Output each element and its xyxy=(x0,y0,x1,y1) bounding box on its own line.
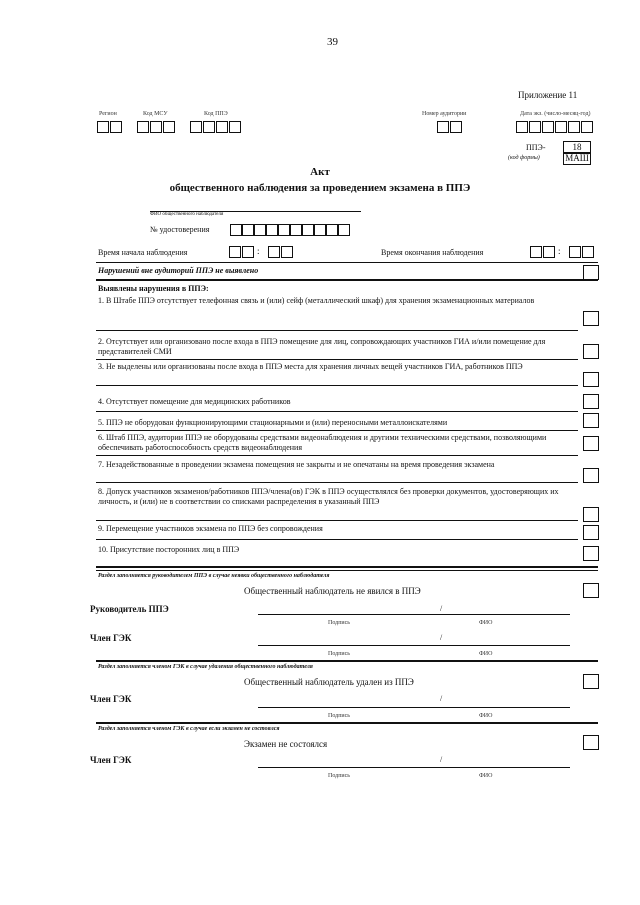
exam-date-caption: Дата экз. (число-месяц-год) xyxy=(520,111,591,117)
section-a-role2: Член ГЭК xyxy=(90,633,132,643)
violation-checkbox[interactable] xyxy=(583,311,599,326)
violation-checkbox[interactable] xyxy=(583,413,599,428)
divider xyxy=(96,262,598,263)
section-a-note: Раздел заполняется руководителем ППЭ в случае неявки общественного наблюдателя xyxy=(98,573,330,579)
divider xyxy=(96,330,578,331)
section-b-role: Член ГЭК xyxy=(90,694,132,704)
time-start-box[interactable] xyxy=(268,246,280,258)
time-start-colon: : xyxy=(257,246,260,256)
signature-line[interactable] xyxy=(258,767,570,768)
ppe-code-digit-box[interactable] xyxy=(203,121,215,133)
violation-item: 7. Незадействованные в проведении экзамена помещения не закрыты и не опечатаны на время проведения экзамена xyxy=(98,460,495,469)
divider xyxy=(96,455,578,456)
auditorium-digit-box[interactable] xyxy=(450,121,462,133)
certificate-digit-box[interactable] xyxy=(338,224,350,236)
date-digit-box[interactable] xyxy=(516,121,528,133)
time-start-box[interactable] xyxy=(242,246,254,258)
certificate-digit-box[interactable] xyxy=(326,224,338,236)
act-subtitle: общественного наблюдения за проведением экзамена в ППЭ xyxy=(169,182,471,194)
ppe-code-caption: Код ППЭ xyxy=(204,111,228,117)
section-a-role1: Руководитель ППЭ xyxy=(90,604,169,614)
time-end-box[interactable] xyxy=(569,246,581,258)
auditorium-digit-box[interactable] xyxy=(437,121,449,133)
certificate-digit-box[interactable] xyxy=(302,224,314,236)
divider xyxy=(96,385,578,386)
signature-slash: / xyxy=(440,694,443,703)
mou-caption: Код МСУ xyxy=(143,111,168,117)
divider xyxy=(96,520,578,521)
violation-item: 4. Отсутствует помещение для медицинских работников xyxy=(98,397,291,406)
signature-caption: Подпись xyxy=(328,651,351,657)
section-c-statement: Экзамен не состоялся xyxy=(244,739,328,749)
violation-checkbox[interactable] xyxy=(583,344,599,359)
date-digit-box[interactable] xyxy=(529,121,541,133)
signature-line[interactable] xyxy=(258,614,570,615)
divider xyxy=(96,722,598,724)
violation-item: 1. В Штабе ППЭ отсутствует телефонная связь и (или) сейф (металлический шкаф) для хранения экзаменационных материалов xyxy=(98,296,535,305)
no-violations-label: Нарушений вне аудиторий ППЭ не выявлено xyxy=(98,266,259,275)
violations-title: Выявлены нарушения в ППЭ: xyxy=(98,284,209,293)
signature-slash: / xyxy=(440,604,443,613)
region-caption: Регион xyxy=(99,111,117,117)
fio-caption: ФИО xyxy=(479,713,493,719)
ppe-code-digit-box[interactable] xyxy=(229,121,241,133)
certificate-digit-box[interactable] xyxy=(242,224,254,236)
section-b-note: Раздел заполняется членом ГЭК в случае удаления общественного наблюдателя xyxy=(98,664,313,670)
auditorium-caption: Номер аудитории xyxy=(422,111,467,117)
section-a-checkbox[interactable] xyxy=(583,583,599,598)
violation-item: 8. Допуск участников экзаменов/работников ППЭ/члена(ов) ГЭК в ППЭ осуществлялся без проверки документов, удостоверяющих их личность, и (или) не в соответствии со списками распределения в указанный ППЭ xyxy=(98,487,559,506)
signature-caption: Подпись xyxy=(328,620,351,626)
certificate-digit-box[interactable] xyxy=(230,224,242,236)
signature-caption: Подпись xyxy=(328,713,351,719)
section-c-checkbox[interactable] xyxy=(583,735,599,750)
divider xyxy=(96,539,578,540)
violation-checkbox[interactable] xyxy=(583,436,599,451)
fio-caption: ФИО xyxy=(479,620,493,626)
certificate-digit-box[interactable] xyxy=(266,224,278,236)
divider xyxy=(96,570,598,571)
no-violations-checkbox[interactable] xyxy=(583,265,599,280)
violation-checkbox[interactable] xyxy=(583,525,599,540)
mou-digit-box[interactable] xyxy=(137,121,149,133)
section-b-statement: Общественный наблюдатель удален из ППЭ xyxy=(244,677,414,687)
date-digit-box[interactable] xyxy=(555,121,567,133)
date-digit-box[interactable] xyxy=(581,121,593,133)
certificate-digit-box[interactable] xyxy=(254,224,266,236)
divider xyxy=(96,359,578,360)
section-b-checkbox[interactable] xyxy=(583,674,599,689)
violation-item: 9. Перемещение участников экзамена по ППЭ без сопровождения xyxy=(98,524,323,533)
mou-digit-box[interactable] xyxy=(150,121,162,133)
time-end-box[interactable] xyxy=(543,246,555,258)
signature-caption: Подпись xyxy=(328,773,351,779)
time-start-label: Время начала наблюдения xyxy=(98,248,188,257)
ppe-form-label: ППЭ- xyxy=(526,143,546,152)
ppe-code-digit-box[interactable] xyxy=(216,121,228,133)
violation-item: 10. Присутствие посторонних лиц в ППЭ xyxy=(98,545,240,554)
section-a-statement: Общественный наблюдатель не явился в ППЭ xyxy=(244,586,421,596)
page-number: 39 xyxy=(327,36,338,48)
divider xyxy=(96,482,578,483)
violation-item: 2. Отсутствует или организовано после входа в ППЭ помещение для лиц, сопровождающих участников ГИА и/или помещение для представителей СМИ xyxy=(98,337,546,356)
region-digit-box[interactable] xyxy=(97,121,109,133)
divider xyxy=(96,279,598,281)
signature-slash: / xyxy=(440,633,443,642)
time-end-colon: : xyxy=(558,246,561,256)
violation-checkbox[interactable] xyxy=(583,394,599,409)
divider xyxy=(96,660,598,662)
violation-item: 3. Не выделены или организованы после входа в ППЭ места для хранения личных вещей участников ГИА, работников ППЭ xyxy=(98,362,523,371)
certificate-digit-box[interactable] xyxy=(290,224,302,236)
certificate-digit-box[interactable] xyxy=(314,224,326,236)
certificate-digit-box[interactable] xyxy=(278,224,290,236)
violation-checkbox[interactable] xyxy=(583,372,599,387)
violation-item: 5. ППЭ не оборудован функционирующими стационарными и (или) переносными металлоискателями xyxy=(98,418,448,427)
signature-line[interactable] xyxy=(258,707,570,708)
time-start-box[interactable] xyxy=(281,246,293,258)
form-code-value: МАШ xyxy=(563,152,591,165)
signature-slash: / xyxy=(440,755,443,764)
violation-checkbox[interactable] xyxy=(583,546,599,561)
ppe-code-digit-box[interactable] xyxy=(190,121,202,133)
divider xyxy=(96,566,598,568)
time-start-box[interactable] xyxy=(229,246,241,258)
section-c-note: Раздел заполняется членом ГЭК в случае если экзамен не состоялся xyxy=(98,726,280,732)
violation-checkbox[interactable] xyxy=(583,507,599,522)
mou-digit-box[interactable] xyxy=(163,121,175,133)
fio-caption: ФИО xyxy=(479,651,493,657)
section-c-role: Член ГЭК xyxy=(90,755,132,765)
signature-line[interactable] xyxy=(258,645,570,646)
observer-fio-caption: ФИО общественного наблюдателя xyxy=(150,212,224,217)
ppe-form-value: 18 xyxy=(563,141,591,154)
violation-item: 6. Штаб ППЭ, аудитории ППЭ не оборудованы средствами видеонаблюдения и другими техническими средствами, позволяющими обеспечивать работоспособность средств видеонаблюдения xyxy=(98,433,547,452)
time-end-label: Время окончания наблюдения xyxy=(381,248,484,257)
certificate-label: № удостоверения xyxy=(150,225,210,234)
divider xyxy=(96,411,578,412)
time-end-box[interactable] xyxy=(530,246,542,258)
act-title: Акт xyxy=(310,166,330,178)
appendix-label: Приложение 11 xyxy=(518,90,578,100)
region-digit-box[interactable] xyxy=(110,121,122,133)
divider xyxy=(96,430,578,431)
time-end-box[interactable] xyxy=(582,246,594,258)
fio-caption: ФИО xyxy=(479,773,493,779)
violation-checkbox[interactable] xyxy=(583,468,599,483)
date-digit-box[interactable] xyxy=(568,121,580,133)
date-digit-box[interactable] xyxy=(542,121,554,133)
form-code-label: (код формы) xyxy=(508,155,540,161)
